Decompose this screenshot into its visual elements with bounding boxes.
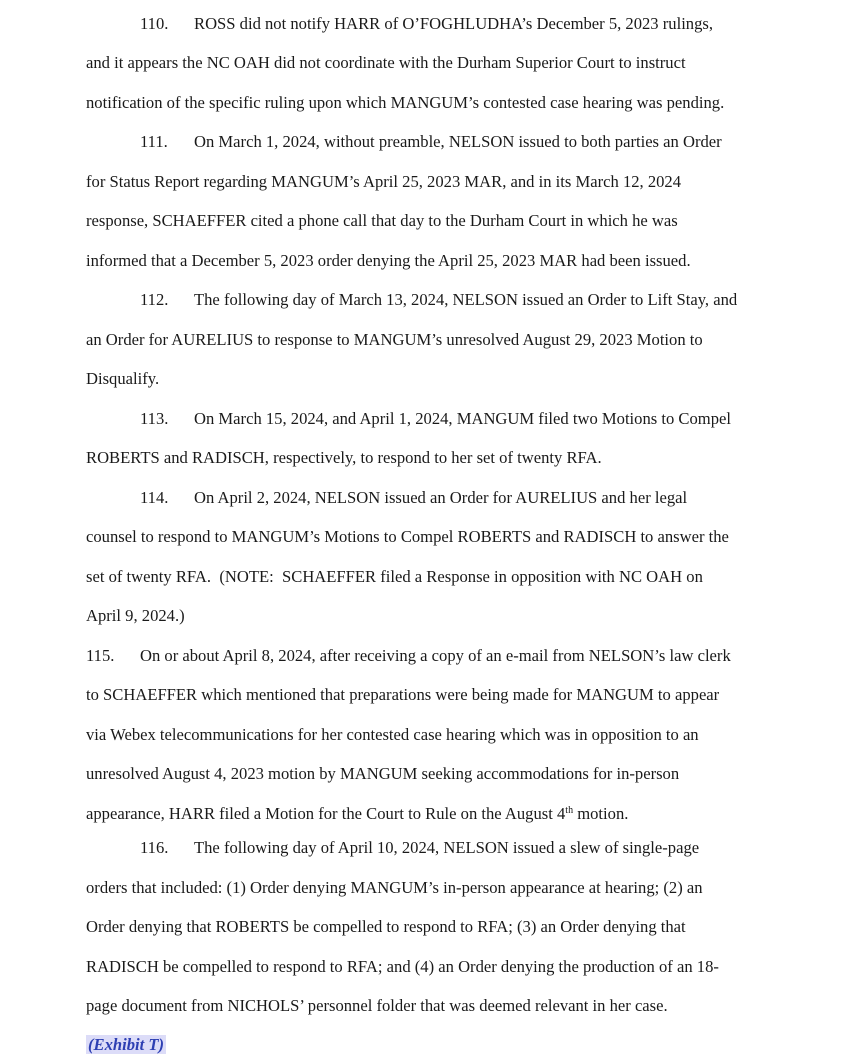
paragraph-115-line-4: unresolved August 4, 2023 motion by MANGUM seeking accommodations for in-person xyxy=(86,764,680,783)
paragraph-number: 113. xyxy=(140,409,169,428)
paragraph-112-line-2: an Order for AURELIUS to response to MANGUM’s unresolved August 29, 2023 Motion to xyxy=(86,330,703,349)
paragraph-number: 116. xyxy=(140,838,169,857)
paragraph-111-line-1 xyxy=(86,132,722,152)
paragraph-114-line-2: counsel to respond to MANGUM’s Motions to Compel ROBERTS and RADISCH to answer the xyxy=(86,527,729,546)
paragraph-113-line-2: ROBERTS and RADISCH, respectively, to respond to her set of twenty RFA. xyxy=(86,448,602,467)
paragraph-114-line-3: set of twenty RFA. (NOTE: SCHAEFFER filed a Response in opposition with NC OAH on xyxy=(86,567,703,586)
paragraph-text: The following day of April 10, 2024, NELSON issued a slew of single-page xyxy=(194,838,700,857)
paragraph-text: On or about April 8, 2024, after receiving a copy of an e-mail from NELSON’s law clerk xyxy=(140,646,731,665)
paragraph-112-line-1 xyxy=(86,290,737,310)
paragraph-116-line-3: Order denying that ROBERTS be compelled to respond to RFA; (3) an Order denying that xyxy=(86,917,686,936)
paragraph-112-line-3: Disqualify. xyxy=(86,369,160,388)
paragraph-text: On March 1, 2024, without preamble, NELSON issued to both parties an Order xyxy=(194,132,722,151)
paragraph-111-line-3: response, SCHAEFFER cited a phone call that day to the Durham Court in which he was xyxy=(86,211,678,230)
paragraph-text: motion. xyxy=(573,804,629,823)
paragraph-113-line-1 xyxy=(86,409,731,429)
paragraph-111-line-4: informed that a December 5, 2023 order denying the April 25, 2023 MAR had been issued. xyxy=(86,251,691,270)
paragraph-116-line-2: orders that included: (1) Order denying MANGUM’s in-person appearance at hearing; (2) an xyxy=(86,878,703,897)
paragraph-text: On April 2, 2024, NELSON issued an Order for AURELIUS and her legal xyxy=(194,488,688,507)
paragraph-115-line-1 xyxy=(86,646,731,666)
exhibit-t-link[interactable]: (Exhibit T) xyxy=(88,1035,165,1054)
paragraph-number: 115. xyxy=(86,646,115,665)
exhibit-line xyxy=(86,1035,166,1055)
paragraph-text: On March 15, 2024, and April 1, 2024, MANGUM filed two Motions to Compel xyxy=(194,409,731,428)
paragraph-115-line-3: via Webex telecommunications for her contested case hearing which was in opposition to an xyxy=(86,725,699,744)
paragraph-text: appearance, HARR filed a Motion for the Court to Rule on the August 4 xyxy=(86,804,566,823)
paragraph-number: 114. xyxy=(140,488,169,507)
paragraph-110-line-3: notification of the specific ruling upon which MANGUM’s contested case hearing was pending. xyxy=(86,93,725,112)
paragraph-114-line-1 xyxy=(86,488,687,508)
paragraph-number: 112. xyxy=(140,290,169,309)
paragraph-110-line-1 xyxy=(86,14,713,34)
paragraph-116-line-1 xyxy=(86,838,699,858)
paragraph-111-line-2: for Status Report regarding MANGUM’s April 25, 2023 MAR, and in its March 12, 2024 xyxy=(86,172,682,191)
paragraph-116-line-4: RADISCH be compelled to respond to RFA; and (4) an Order denying the production of an 18- xyxy=(86,957,719,976)
paragraph-115-line-5 xyxy=(86,804,628,824)
paragraph-114-line-4: April 9, 2024.) xyxy=(86,606,185,625)
paragraph-text: The following day of March 13, 2024, NELSON issued an Order to Lift Stay, and xyxy=(194,290,738,309)
paragraph-number: 111. xyxy=(140,132,168,151)
paragraph-number: 110. xyxy=(140,14,169,33)
paragraph-115-line-2: to SCHAEFFER which mentioned that preparations were being made for MANGUM to appear xyxy=(86,685,720,704)
paragraph-110-line-2: and it appears the NC OAH did not coordinate with the Durham Superior Court to instruct xyxy=(86,53,686,72)
paragraph-116-line-5: page document from NICHOLS’ personnel folder that was deemed relevant in her case. xyxy=(86,996,668,1015)
ordinal-superscript: th xyxy=(565,805,574,816)
paragraph-text: ROSS did not notify HARR of O’FOGHLUDHA’s December 5, 2023 rulings, xyxy=(194,14,713,33)
